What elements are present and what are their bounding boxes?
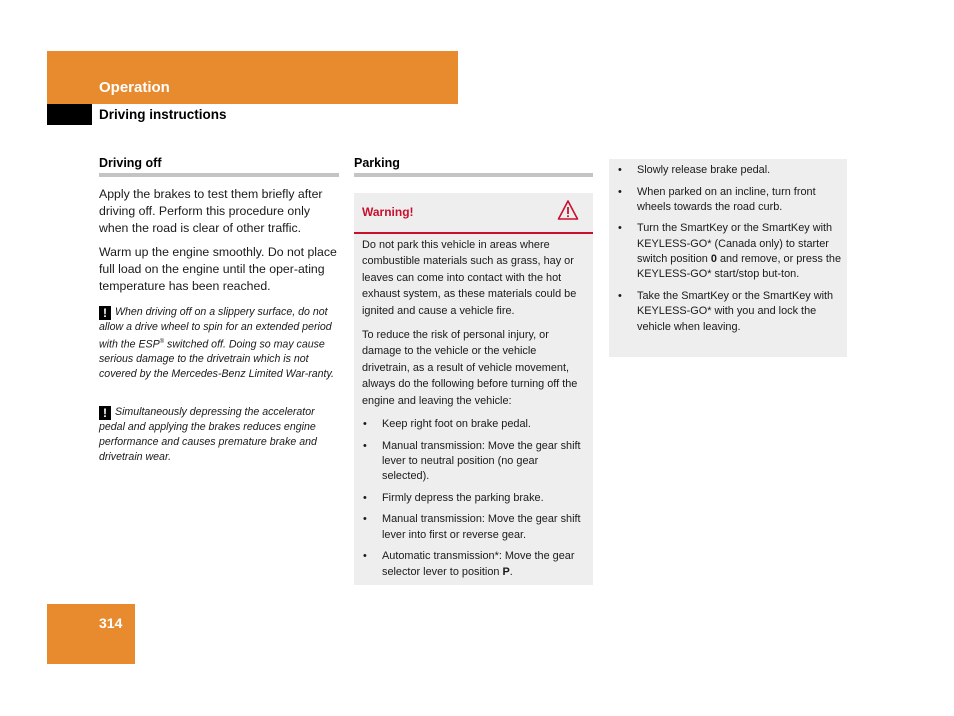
list-item (362, 549, 587, 580)
list-item: • When parked on an incline, turn front wheels towards the road curb. (617, 185, 842, 216)
header-band (47, 51, 458, 104)
driving-off-paragraph-1: Apply the brakes to test them briefly after driving off. Perform this procedure only when the road is clear of other traffic. (99, 187, 323, 235)
driving-off-rule (99, 173, 339, 177)
note-text-part-2: switched off. Doing so may cause serious damage to the drivetrain which is not covered by the Mercedes-Benz Limited War-ranty. (99, 338, 334, 380)
list-item: • Manual transmission: Move the gear shift lever to neutral position (no gear selected). (362, 439, 587, 485)
list-item-end: . (509, 565, 513, 578)
exclamation-icon: ! (99, 406, 111, 420)
switch-position-label: 0 (710, 253, 717, 266)
page-number: 314 (99, 615, 123, 631)
list-item: • Firmly depress the parking brake. (362, 491, 587, 506)
parking-rule (354, 173, 593, 177)
list-item: • Keep right foot on brake pedal. (362, 417, 587, 432)
section-subtitle: Driving instructions (99, 107, 227, 122)
list-item-text: Automatic transmission*: Move the gear selector lever to position (382, 550, 575, 578)
list-item-end: and remove, or press the KEYLESS-GO* start/stop but-ton. (637, 253, 842, 281)
note-text: Simultaneously depressing the accelerator pedal and applying the brakes reduces engine performance and causes premature brake and drivetrain wear. (99, 406, 317, 463)
driving-off-paragraph-2: Warm up the engine smoothly. Do not place full load on the engine until the oper-ating temperature has been reached. (99, 245, 337, 293)
list-item: • Take the SmartKey or the SmartKey with KEYLESS-GO* with you and lock the vehicle when leaving. (617, 289, 842, 335)
list-item-text: Turn the SmartKey or the SmartKey with KEYLESS-GO* (Canada only) to starter switch position (637, 222, 833, 266)
parking-heading: Parking (354, 156, 400, 170)
warning-title: Warning! (362, 205, 414, 219)
registered-mark: ® (159, 338, 165, 345)
slippery-surface-note (99, 305, 339, 382)
gear-position-label: P (502, 565, 510, 578)
warning-paragraph-1: Do not park this vehicle in areas where combustible materials such as grass, hay or leaves can come into contact with the hot exhaust system, as these materials could be ignited and cause a vehicle fire. (362, 239, 577, 317)
exclamation-icon: ! (99, 306, 111, 320)
warning-divider (354, 232, 593, 234)
warning-paragraph-2: To reduce the risk of personal injury, or damage to the vehicle or the vehicle drivetrain, as a result of vehicle movement, always do the following before turning off the engine and leaving the vehicle: (362, 329, 578, 407)
continued-bullet-list (617, 163, 842, 341)
driving-off-heading: Driving off (99, 156, 162, 170)
warning-bullet-list (362, 417, 587, 586)
warning-triangle-icon (557, 199, 579, 221)
list-item: • Slowly release brake pedal. (617, 163, 842, 178)
header-marker (47, 104, 92, 125)
note-text-part-1: When driving off on a slippery surface, do not allow a drive wheel to spin for an extended period with the ESP (99, 306, 332, 351)
list-item (617, 221, 842, 282)
brake-accelerator-note (99, 405, 339, 464)
section-title: Operation (99, 79, 170, 96)
page-number-box (47, 604, 135, 664)
list-item: • Manual transmission: Move the gear shift lever into first or reverse gear. (362, 512, 587, 543)
